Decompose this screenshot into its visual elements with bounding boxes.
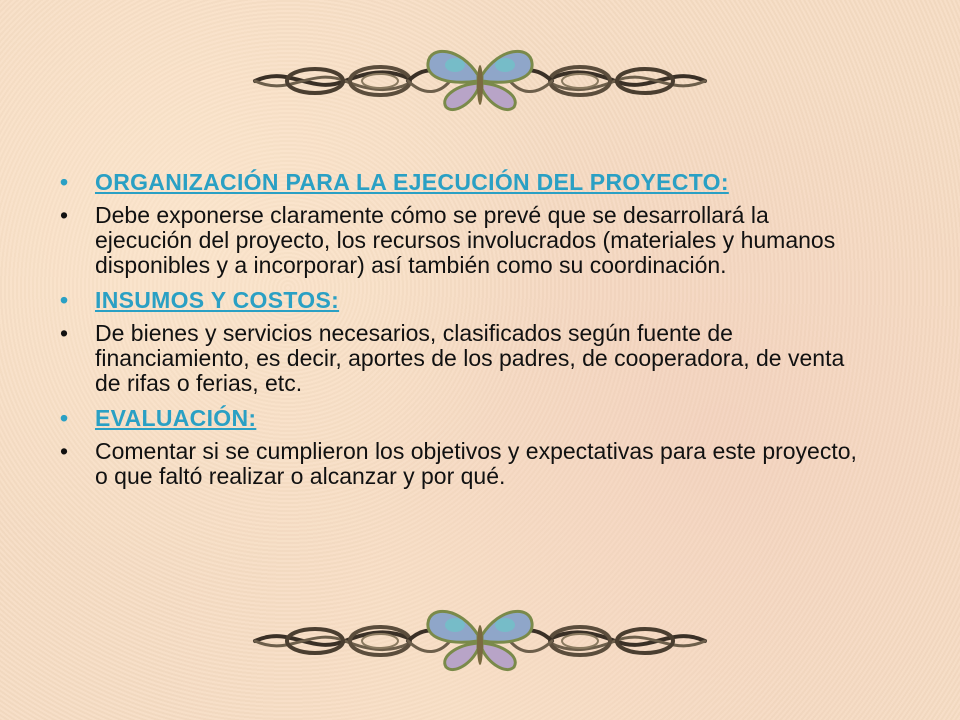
- bullet: •: [60, 438, 69, 464]
- section-heading-evaluacion: [60, 406, 860, 431]
- body-paragraph-organizacion: [60, 203, 860, 278]
- bullet: •: [60, 287, 69, 313]
- content-list: [60, 170, 860, 497]
- butterfly-scroll-ornament-icon: [250, 45, 710, 115]
- bullet: •: [60, 169, 69, 195]
- section-heading-insumos: [60, 288, 860, 313]
- bullet: •: [60, 320, 69, 346]
- section-heading-organizacion: [60, 170, 860, 195]
- heading-text: EVALUACIÓN:: [95, 405, 257, 431]
- paragraph-text: Debe exponerse claramente cómo se prevé que se desarrollará la ejecución del proyecto, los recursos involucrados (materiales y humanos disponibles y a incorporar) así también como su coordinación.: [95, 202, 836, 278]
- paragraph-text: De bienes y servicios necesarios, clasificados según fuente de financiamiento, es decir, aportes de los padres, de cooperadora, de venta de rifas o ferias, etc.: [95, 320, 845, 396]
- butterfly-scroll-ornament-icon: [250, 605, 710, 675]
- paragraph-text: Comentar si se cumplieron los objetivos y expectativas para este proyecto, o que faltó realizar o alcanzar y por qué.: [95, 438, 857, 489]
- bullet: •: [60, 405, 69, 431]
- heading-text: ORGANIZACIÓN PARA LA EJECUCIÓN DEL PROYECTO:: [95, 169, 729, 195]
- body-paragraph-insumos: [60, 321, 860, 396]
- body-paragraph-evaluacion: [60, 439, 860, 489]
- bullet: •: [60, 202, 69, 228]
- heading-text: INSUMOS Y COSTOS:: [95, 287, 340, 313]
